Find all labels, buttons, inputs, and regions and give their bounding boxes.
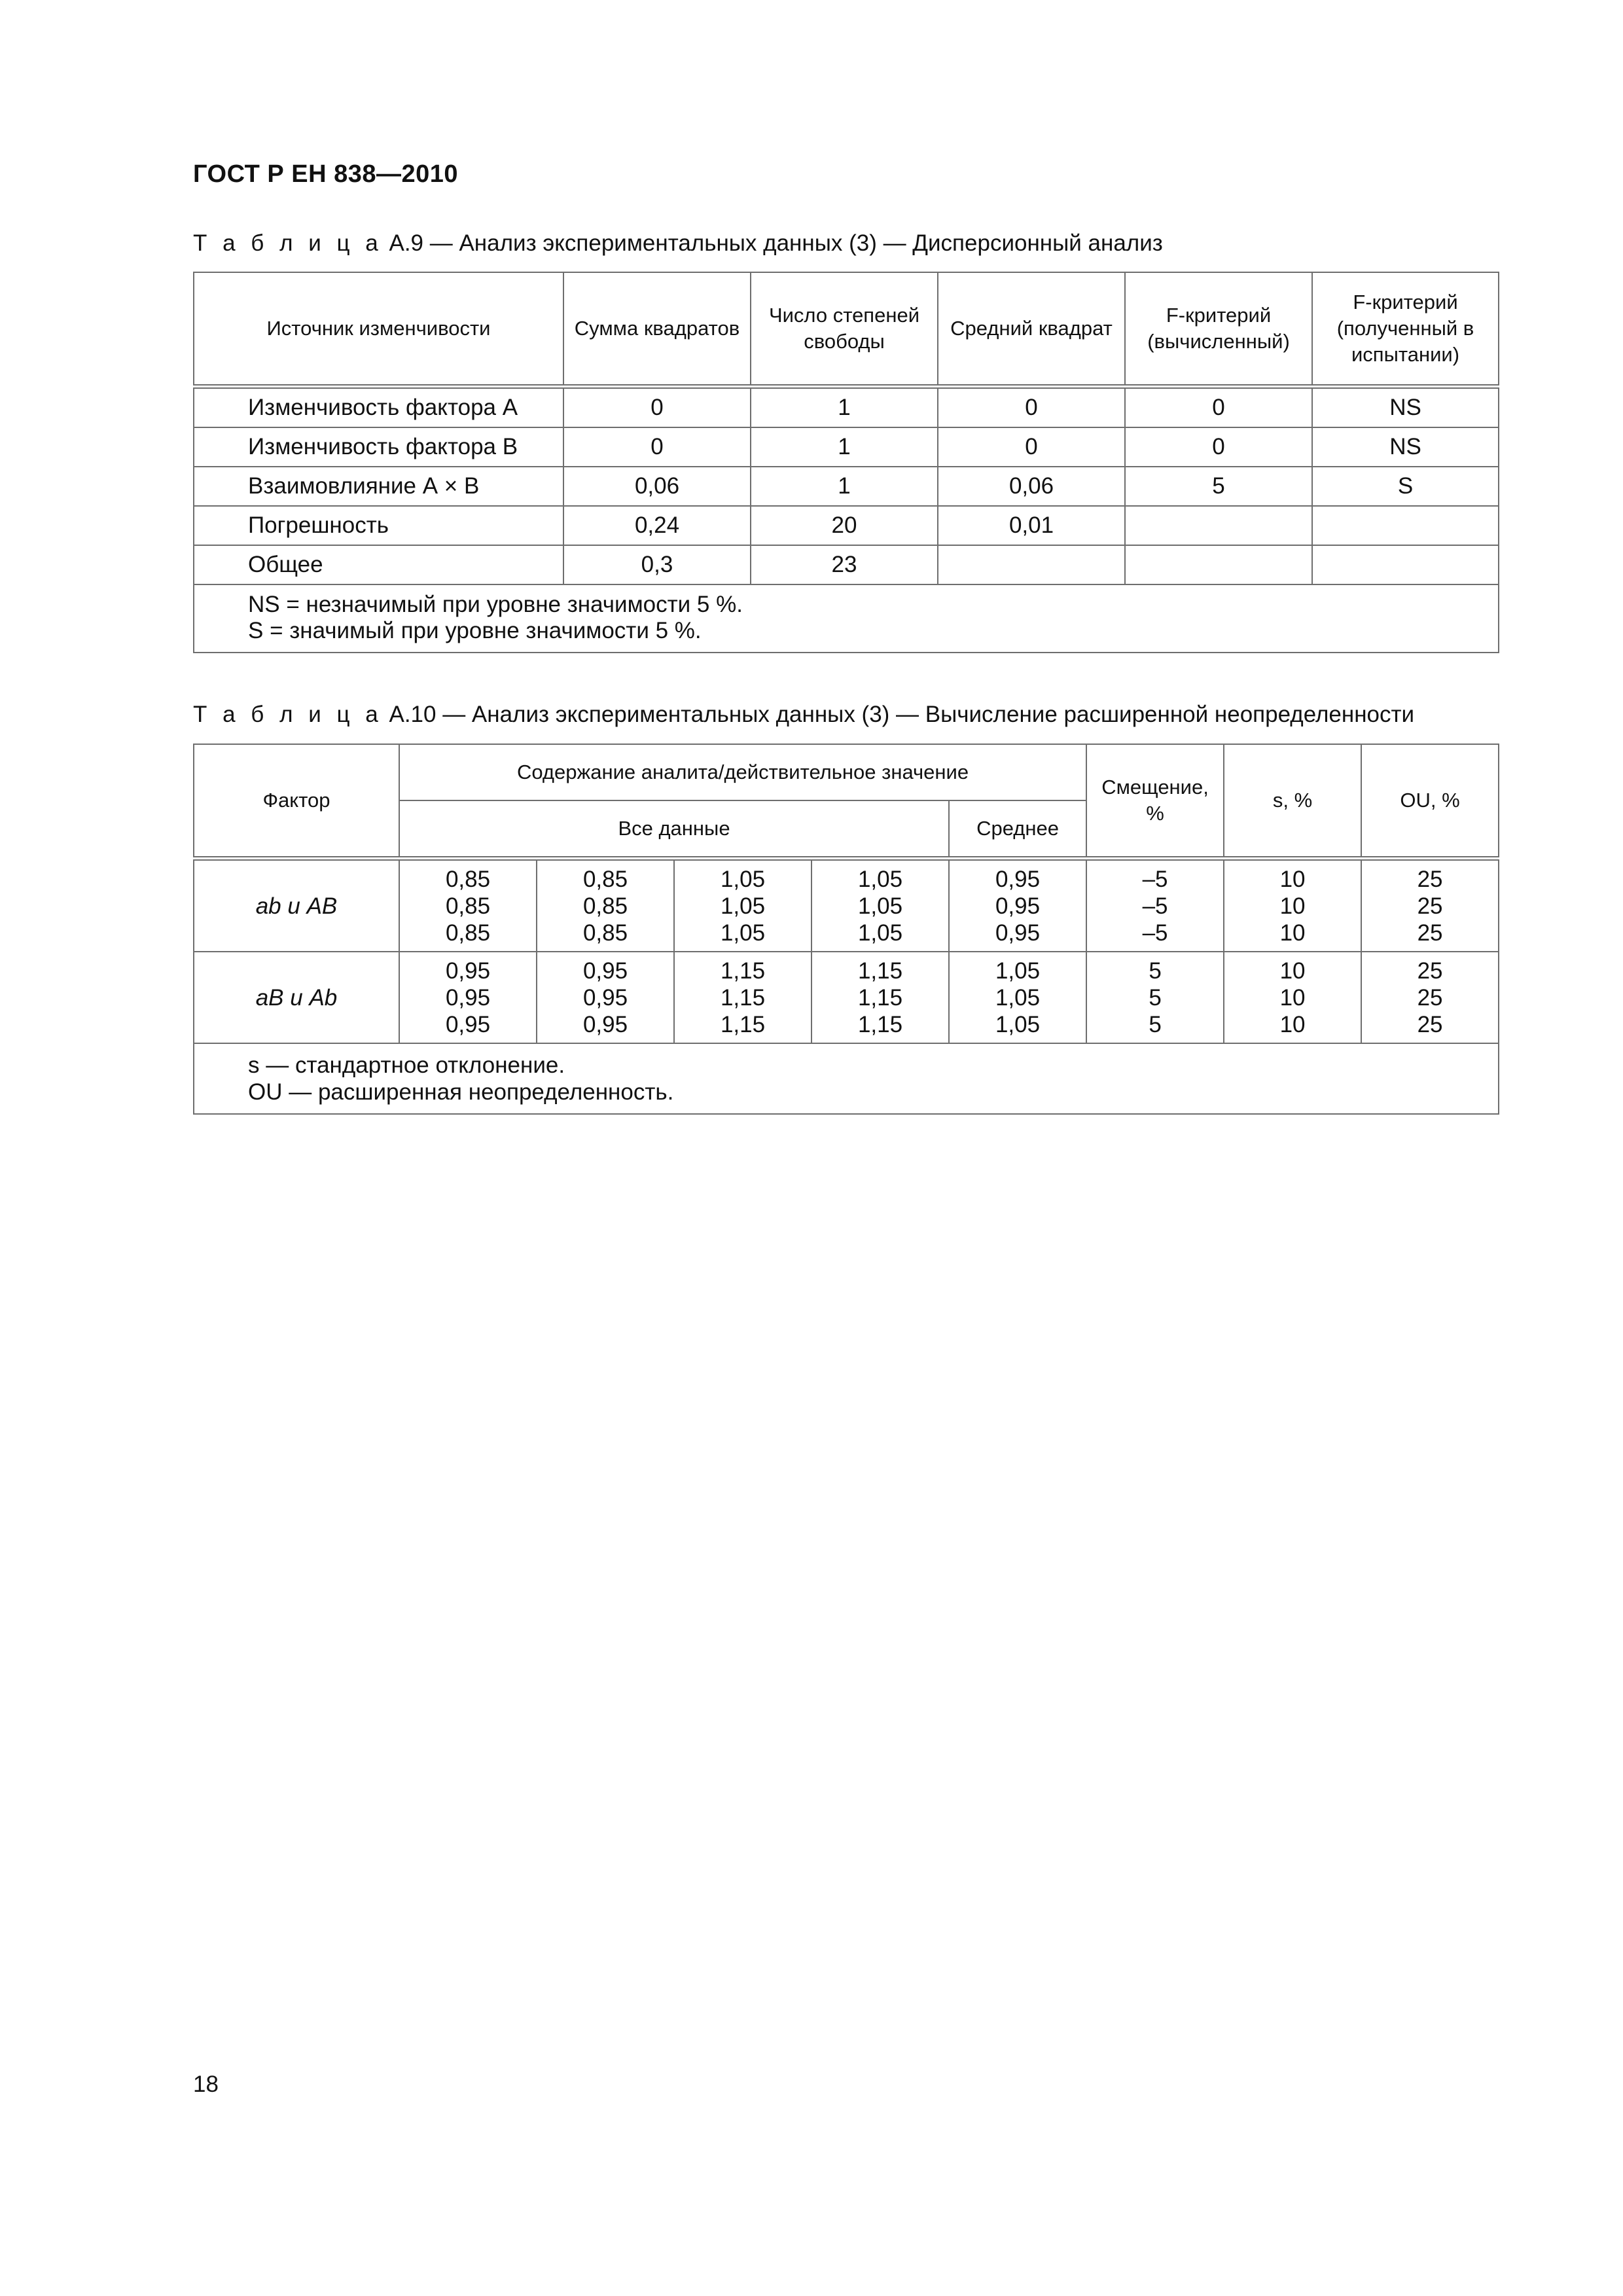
cell-factor bbox=[194, 859, 399, 952]
value: 25 bbox=[1417, 893, 1443, 919]
value: 0,85 bbox=[582, 866, 628, 892]
cell-value bbox=[399, 952, 537, 1043]
value: 25 bbox=[1417, 984, 1443, 1011]
cell-factor bbox=[194, 952, 399, 1043]
cell-ss: 0,3 bbox=[563, 545, 751, 584]
value: 1,05 bbox=[995, 1011, 1041, 1037]
cell-f-test: NS bbox=[1312, 427, 1499, 467]
value: 25 bbox=[1417, 866, 1443, 892]
value: 0,95 bbox=[445, 958, 491, 984]
cell-ss: 0,06 bbox=[563, 467, 751, 506]
value: 1,05 bbox=[720, 866, 766, 892]
value: 5 bbox=[1149, 958, 1162, 984]
cell-value bbox=[812, 859, 949, 952]
cell-bias bbox=[1086, 859, 1224, 952]
cell-ou bbox=[1361, 952, 1499, 1043]
value: 0,95 bbox=[445, 984, 491, 1011]
cell-source: Изменчивость фактора А bbox=[194, 387, 563, 428]
table-row bbox=[194, 545, 1499, 584]
cell-source: Изменчивость фактора В bbox=[194, 427, 563, 467]
note-ou-definition: OU — расширенная неопределенность. bbox=[248, 1079, 674, 1105]
value: 0,95 bbox=[995, 866, 1041, 892]
cell-f-calc: 0 bbox=[1125, 427, 1312, 467]
value: 25 bbox=[1417, 958, 1443, 984]
value: 0,85 bbox=[445, 893, 491, 919]
header-f-test: F-критерий (полученный в испытании) bbox=[1312, 272, 1499, 387]
table-a9-notes-row bbox=[194, 584, 1499, 653]
value: 1,05 bbox=[720, 920, 766, 946]
value: 1,05 bbox=[995, 984, 1041, 1011]
cell-f-calc: 5 bbox=[1125, 467, 1312, 506]
table-row bbox=[194, 859, 1499, 952]
cell-df: 1 bbox=[751, 387, 938, 428]
value: 1,15 bbox=[857, 958, 903, 984]
value: 0,85 bbox=[445, 920, 491, 946]
table-a10-caption-text: А.10 — Анализ экспериментальных данных (3) — Вычисление расширенной неопределенности bbox=[389, 702, 1415, 727]
table-row bbox=[194, 506, 1499, 545]
value: 1,15 bbox=[720, 958, 766, 984]
table-a9-caption bbox=[193, 230, 1163, 257]
cell-value bbox=[399, 859, 537, 952]
cell-source: Погрешность bbox=[194, 506, 563, 545]
value: 1,05 bbox=[995, 958, 1041, 984]
value: 0,95 bbox=[582, 984, 628, 1011]
cell-df: 1 bbox=[751, 467, 938, 506]
value: 10 bbox=[1279, 866, 1306, 892]
header-mean: Среднее bbox=[949, 800, 1086, 859]
value: 0,95 bbox=[995, 893, 1041, 919]
cell-mean bbox=[949, 859, 1086, 952]
table-a9-notes bbox=[194, 584, 1499, 653]
value: 0,85 bbox=[582, 920, 628, 946]
value: 10 bbox=[1279, 984, 1306, 1011]
table-a9 bbox=[193, 272, 1499, 653]
value: 10 bbox=[1279, 893, 1306, 919]
table-a10 bbox=[193, 744, 1499, 1115]
cell-ms: 0 bbox=[938, 387, 1125, 428]
document-id: ГОСТ Р ЕН 838—2010 bbox=[193, 160, 459, 188]
header-factor: Фактор bbox=[194, 744, 399, 859]
header-f-calculated: F-критерий (вычисленный) bbox=[1125, 272, 1312, 387]
value: 10 bbox=[1279, 1011, 1306, 1037]
table-row bbox=[194, 427, 1499, 467]
value: 1,05 bbox=[720, 893, 766, 919]
cell-ms: 0,01 bbox=[938, 506, 1125, 545]
cell-f-calc bbox=[1125, 506, 1312, 545]
cell-ss: 0,24 bbox=[563, 506, 751, 545]
cell-s bbox=[1224, 952, 1361, 1043]
cell-value bbox=[812, 952, 949, 1043]
cell-f-test bbox=[1312, 545, 1499, 584]
cell-mean bbox=[949, 952, 1086, 1043]
cell-df: 23 bbox=[751, 545, 938, 584]
value: 1,05 bbox=[857, 866, 903, 892]
value: 0,95 bbox=[995, 920, 1041, 946]
note-ns: NS = незначимый при уровне значимости 5 %. bbox=[248, 592, 743, 617]
value: 0,95 bbox=[445, 1011, 491, 1037]
value: 0,85 bbox=[582, 893, 628, 919]
cell-df: 1 bbox=[751, 427, 938, 467]
value: 5 bbox=[1149, 1011, 1162, 1037]
header-all-data: Все данные bbox=[399, 800, 949, 859]
value: 25 bbox=[1417, 1011, 1443, 1037]
table-a9-caption-prefix: Т а б л и ц а bbox=[193, 230, 383, 256]
table-a10-caption bbox=[193, 702, 1414, 728]
cell-f-calc: 0 bbox=[1125, 387, 1312, 428]
value: 25 bbox=[1417, 920, 1443, 946]
cell-ms: 0,06 bbox=[938, 467, 1125, 506]
table-a10-header-row-1 bbox=[194, 744, 1499, 800]
note-s-definition: s — стандартное отклонение. bbox=[248, 1052, 565, 1078]
table-row bbox=[194, 467, 1499, 506]
table-a9-caption-text: А.9 — Анализ экспериментальных данных (3) — Дисперсионный анализ bbox=[389, 230, 1163, 256]
cell-ms bbox=[938, 545, 1125, 584]
header-analyte-content: Содержание аналита/действительное значение bbox=[399, 744, 1086, 800]
table-a10-caption-prefix: Т а б л и ц а bbox=[193, 702, 383, 727]
factor-label: ab и AB bbox=[255, 893, 338, 919]
table-a9-header-row bbox=[194, 272, 1499, 387]
table-row bbox=[194, 387, 1499, 428]
value: 5 bbox=[1149, 984, 1162, 1011]
value: 0,95 bbox=[582, 958, 628, 984]
cell-f-test: S bbox=[1312, 467, 1499, 506]
value: 1,15 bbox=[720, 984, 766, 1011]
note-s: S = значимый при уровне значимости 5 %. bbox=[248, 618, 702, 643]
cell-f-test bbox=[1312, 506, 1499, 545]
header-source: Источник изменчивости bbox=[194, 272, 563, 387]
value: 0,85 bbox=[445, 866, 491, 892]
value: –5 bbox=[1142, 866, 1168, 892]
header-degrees-of-freedom: Число степеней свободы bbox=[751, 272, 938, 387]
cell-f-calc bbox=[1125, 545, 1312, 584]
cell-ms: 0 bbox=[938, 427, 1125, 467]
cell-s bbox=[1224, 859, 1361, 952]
value: 10 bbox=[1279, 958, 1306, 984]
header-s: s, % bbox=[1224, 744, 1361, 859]
header-bias: Смещение, % bbox=[1086, 744, 1224, 859]
cell-value bbox=[674, 952, 812, 1043]
header-sum-of-squares: Сумма квадратов bbox=[563, 272, 751, 387]
value: –5 bbox=[1142, 893, 1168, 919]
value: 1,05 bbox=[857, 920, 903, 946]
table-row bbox=[194, 952, 1499, 1043]
value: 0,95 bbox=[582, 1011, 628, 1037]
factor-label: aB и Ab bbox=[255, 984, 338, 1011]
cell-source: Взаимовлияние А × В bbox=[194, 467, 563, 506]
value: 1,15 bbox=[857, 984, 903, 1011]
table-a10-notes-row bbox=[194, 1043, 1499, 1114]
value: –5 bbox=[1142, 920, 1168, 946]
cell-ss: 0 bbox=[563, 387, 751, 428]
value: 1,15 bbox=[720, 1011, 766, 1037]
cell-value bbox=[674, 859, 812, 952]
cell-ou bbox=[1361, 859, 1499, 952]
value: 1,05 bbox=[857, 893, 903, 919]
cell-ss: 0 bbox=[563, 427, 751, 467]
cell-source: Общее bbox=[194, 545, 563, 584]
cell-df: 20 bbox=[751, 506, 938, 545]
cell-value bbox=[537, 859, 674, 952]
table-a10-notes bbox=[194, 1043, 1499, 1114]
page-number: 18 bbox=[193, 2072, 219, 2097]
cell-value bbox=[537, 952, 674, 1043]
header-mean-square: Средний квадрат bbox=[938, 272, 1125, 387]
value: 10 bbox=[1279, 920, 1306, 946]
value: 1,15 bbox=[857, 1011, 903, 1037]
cell-f-test: NS bbox=[1312, 387, 1499, 428]
cell-bias bbox=[1086, 952, 1224, 1043]
header-ou: OU, % bbox=[1361, 744, 1499, 859]
